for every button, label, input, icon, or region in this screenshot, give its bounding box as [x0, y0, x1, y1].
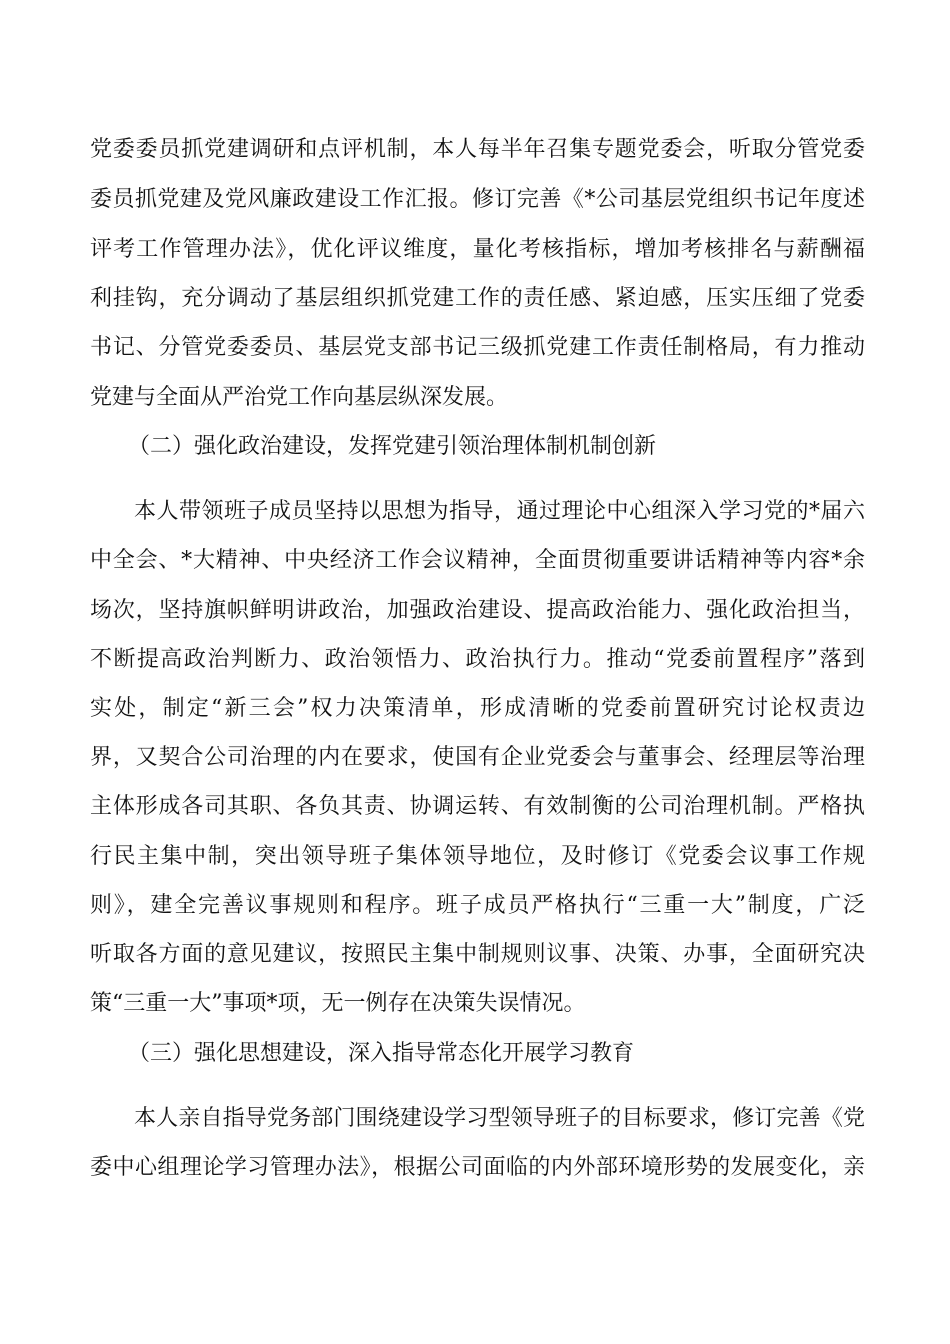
body-text-line: 场次，坚持旗帜鲜明讲政治，加强政治建设、提高政治能力、强化政治担当， [90, 598, 865, 623]
body-text-line: 党建与全面从严治党工作向基层纵深发展。 [90, 385, 509, 410]
body-text-line: 主体形成各司其职、各负其责、协调运转、有效制衡的公司治理机制。严格执 [90, 794, 865, 819]
body-text-line: 界，又契合公司治理的内在要求，使国有企业党委会与董事会、经理层等治理 [90, 745, 865, 770]
body-text-line: 利挂钩，充分调动了基层组织抓党建工作的责任感、紧迫感，压实压细了党委 [90, 286, 865, 311]
body-text-line: 党委委员抓党建调研和点评机制，本人每半年召集专题党委会，听取分管党委 [90, 137, 865, 162]
body-text-line: 实处，制定“新三会”权力决策清单，形成清晰的党委前置研究讨论权责边 [90, 696, 865, 721]
body-text-line: 本人带领班子成员坚持以思想为指导，通过理论中心组深入学习党的*届六 [134, 499, 865, 524]
body-text-line: 策“三重一大”事项*项，无一例存在决策失误情况。 [90, 991, 586, 1016]
body-text-line: 行民主集中制，突出领导班子集体领导地位，及时修订《党委会议事工作规 [90, 844, 865, 869]
body-text-line: 委员抓党建及党风廉政建设工作汇报。修订完善《*公司基层党组织书记年度述 [90, 187, 865, 212]
body-text-line: 评考工作管理办法》，优化评议维度，量化考核指标，增加考核排名与薪酬福 [90, 237, 865, 262]
section-heading: （二）强化政治建设，发挥党建引领治理体制机制创新 [128, 434, 657, 459]
body-text-line: 听取各方面的意见建议，按照民主集中制规则议事、决策、办事，全面研究决 [90, 942, 865, 967]
body-text-line: 则》，建全完善议事规则和程序。班子成员严格执行“三重一大”制度，广泛 [90, 893, 865, 918]
body-text-line: 书记、分管党委委员、基层党支部书记三级抓党建工作责任制格局，有力推动 [90, 335, 865, 360]
body-text-line: 不断提高政治判断力、政治领悟力、政治执行力。推动“党委前置程序”落到 [90, 647, 865, 672]
body-text-line: 委中心组理论学习管理办法》，根据公司面临的内外部环境形势的发展变化，亲 [90, 1155, 865, 1180]
body-text-line: 中全会、*大精神、中央经济工作会议精神，全面贯彻重要讲话精神等内容*余 [90, 548, 865, 573]
section-heading: （三）强化思想建设，深入指导常态化开展学习教育 [128, 1041, 635, 1066]
body-text-line: 本人亲自指导党务部门围绕建设学习型领导班子的目标要求，修订完善《党 [134, 1106, 865, 1131]
